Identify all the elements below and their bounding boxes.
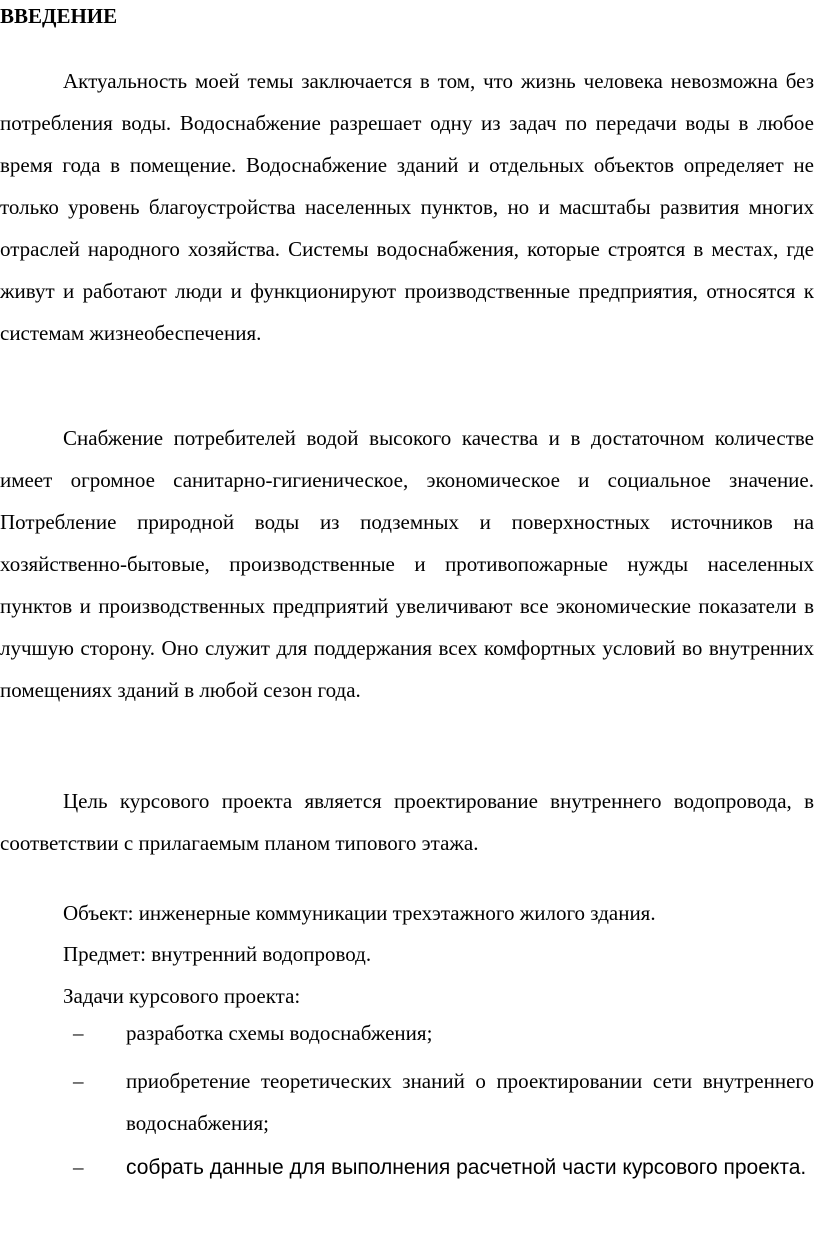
object-line: Объект: инженерные коммуникации трехэтажного жилого здания.	[63, 901, 656, 925]
dash-bullet-icon: –	[73, 1069, 84, 1093]
subject-line: Предмет: внутренний водопровод.	[63, 942, 372, 966]
tasks-title: Задачи курсового проекта:	[63, 984, 301, 1008]
paragraph-water-supply: Снабжение потребителей водой высокого качества и в достаточном количестве имеет огромное санитарно-гигиеническое, экономическое и социальное значение. Потребление природной воды из подземных и поверхностных источников на хозяйственно-бытовые, производственные и противопожарные нужды населенных пунктов и производственных предприятий увеличивают все экономические показатели в лучшую сторону. Оно служит для поддержания всех комфортных условий во внутренних помещениях зданий в любой сезон года.	[0, 426, 814, 702]
task-text: собрать данные для выполнения расчетной части курсового проекта.	[126, 1156, 807, 1179]
paragraph-relevance: Актуальность моей темы заключается в том, что жизнь человека невозможна без потребления воды. Водоснабжение разрешает одну из задач по передачи воды в любое время года в помещение. Водоснабжение зданий и отдельных объектов определяет не только уровень благоустройства населенных пунктов, но и масштабы развития многих отраслей народного хозяйства. Системы водоснабжения, которые строятся в местах, где живут и работают люди и функционируют производственные предприятия, относятся к системам жизнеобеспечения.	[0, 69, 814, 345]
dash-bullet-icon: –	[73, 1155, 84, 1179]
dash-bullet-icon: –	[73, 1021, 84, 1045]
task-text: приобретение теоретических знаний о проектировании сети внутреннего водоснабжения;	[126, 1069, 814, 1135]
paragraph-goal: Цель курсового проекта является проектирование внутреннего водопровода, в соответствии с прилагаемым планом типового этажа.	[0, 789, 814, 855]
section-heading: ВВЕДЕНИЕ	[0, 4, 118, 28]
task-text: разработка схемы водоснабжения;	[126, 1021, 433, 1045]
